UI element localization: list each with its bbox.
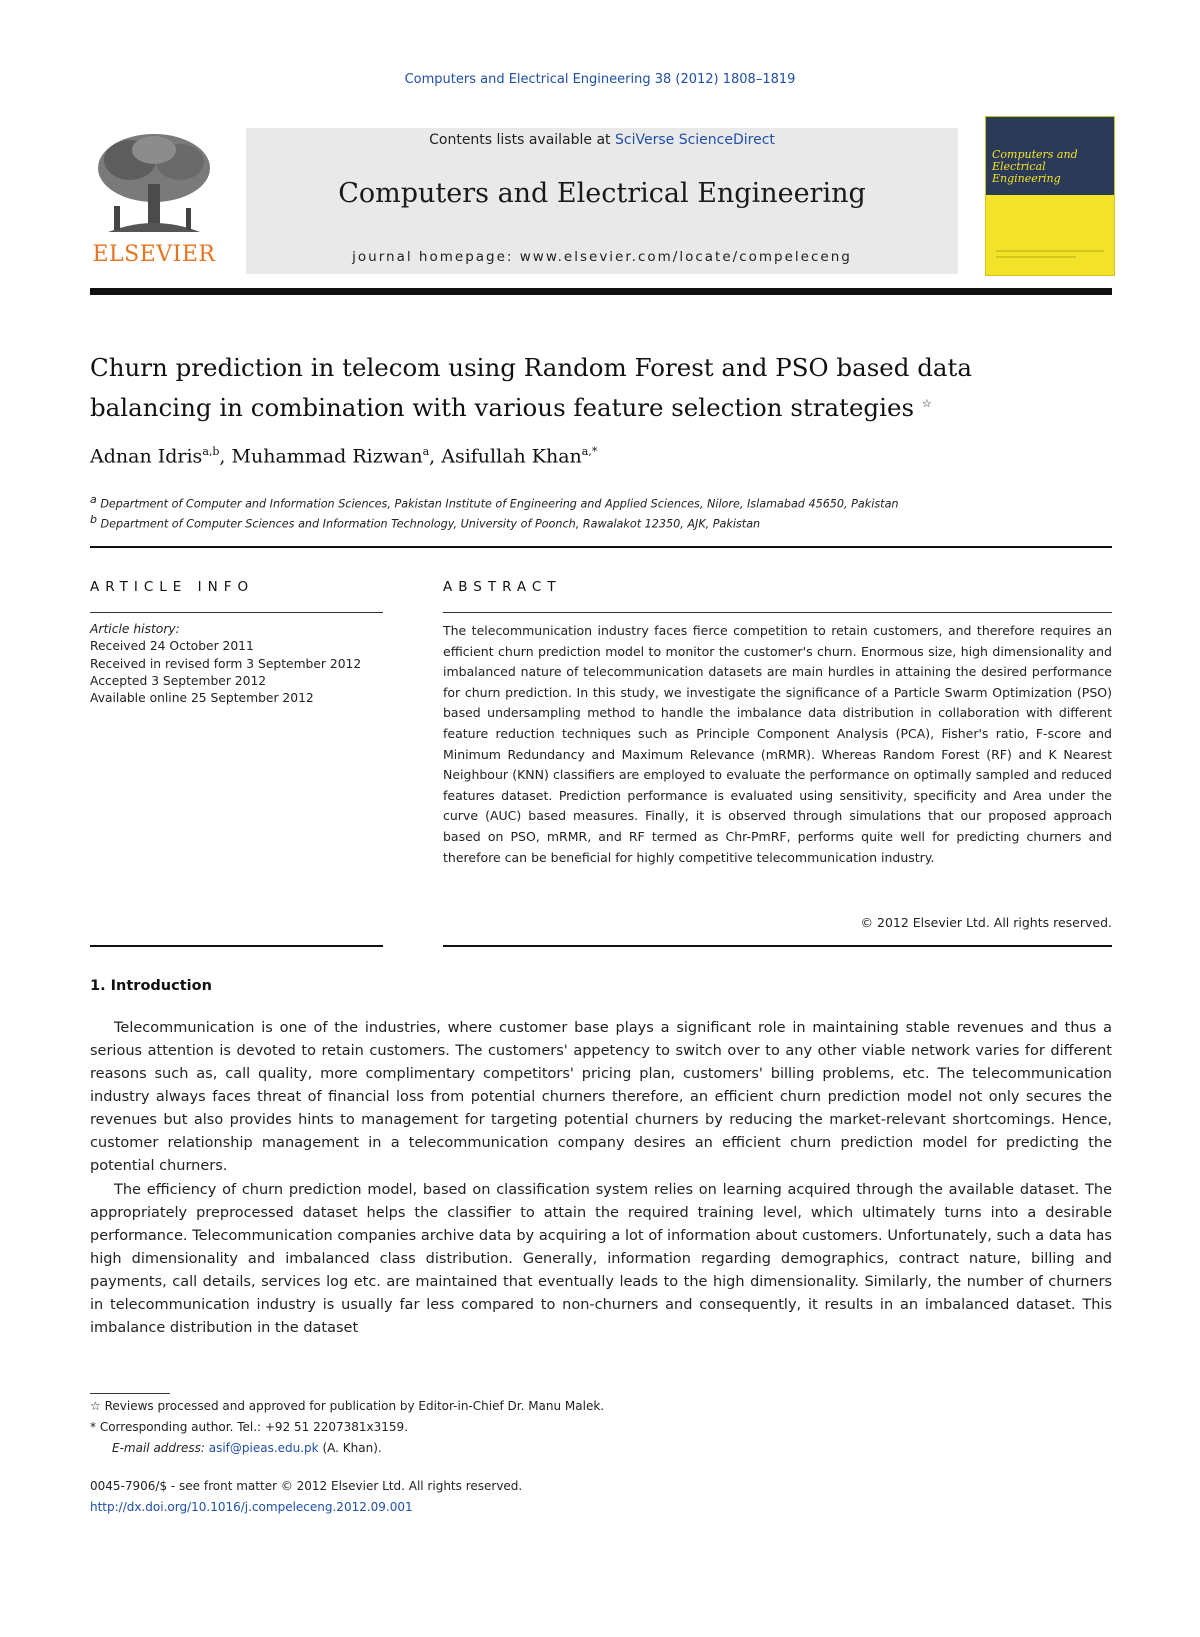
footnote-mark: * [90,1420,96,1434]
contents-prefix: Contents lists available at [429,132,615,148]
abstract-bottom-rule [443,945,1112,947]
author-affil-mark[interactable]: a,* [581,445,598,458]
journal-banner [246,128,958,274]
body-paragraph: The efficiency of churn prediction model, based on classification system relies on learning acquired through the available dataset. The appropriately preprocessed dataset helps the classifier to attain the required training level, which ultimately turns into a desirable performance. Telecommunication companies archive data by acquiring a lot of information about customers. Unfortunately, such a data has high dimensionality and imbalanced class distribution. Generally, information regarding demographics, contract nature, billing and payments, call details, services log etc. are maintained that eventually leads to the high dimensionality. Similarly, the number of churners in telecommunication industry is usually far less compared to non-churners and consequently, it results in an imbalanced dataset. This imbalance distribution in the dataset [90,1182,1112,1336]
author-affil-mark[interactable]: a [422,445,430,458]
journal-title: Computers and Electrical Engineering [338,178,866,209]
footnote-rule [90,1393,170,1394]
footnote-text: Reviews processed and approved for publication by Editor-in-Chief Dr. Manu Malek. [104,1399,605,1413]
title-line-1: Churn prediction in telecom using Random Forest and PSO based data [90,353,972,382]
elsevier-tree-icon [88,128,220,240]
footnote-email [112,1441,1134,1455]
journal-homepage[interactable]: journal homepage: www.elsevier.com/locate/compeleceng [352,249,852,265]
history-label: Article history: [90,622,180,636]
affiliation-text: Department of Computer Sciences and Information Technology, University of Poonch, Rawalakot 12350, AJK, Pakistan [100,517,761,531]
affiliation-a [90,493,1112,511]
author-name[interactable]: Muhammad Rizwan [231,445,423,468]
history-item: Available online 25 September 2012 [90,691,314,706]
author-affil-mark[interactable]: a,b [202,445,220,458]
title-footnote-mark[interactable]: ☆ [921,397,932,410]
journal-citation[interactable]: Computers and Electrical Engineering 38 (2012) 1808–1819 [404,72,796,87]
elsevier-wordmark: ELSEVIER [92,242,216,267]
body-paragraph: Telecommunication is one of the industries, where customer base plays a significant role in maintaining stable revenues and thus a serious attention is devoted to retain customers. The customers' appetency to switch over to any other viable network varies for different reasons such as, call quality, more complimentary competitors' pricing plan, customers' billing problems, etc. The telecommunication industry always faces threat of financial loss from potential churners therefore, an efficient churn prediction model not only secures the revenues but also provides hints to management for targeting potential churners by reducing the market-relevant shortcomings. Hence, customer relationship management in a telecommunication company desires an efficient churn prediction model for predicting the potential churners. [90,1020,1112,1174]
article-info-bottom-rule [90,945,383,947]
author-list: Adnan Idris$^{a,b}$, Muhammad Rizwan$^a$, Asifullah Khan$^{a,*}$ [90,445,598,468]
history-item: Received 24 October 2011 [90,639,254,654]
email-suffix: (A. Khan). [322,1441,382,1455]
cover-title: Computers and Electrical Engineering [992,148,1078,185]
title-line-2: balancing in combination with various feature selection strategies [90,393,915,423]
footnote-text: Corresponding author. Tel.: +92 51 2207381x3159. [99,1420,409,1434]
email-label: E-mail address: [112,1441,205,1455]
article-history [90,621,383,707]
history-item: Accepted 3 September 2012 [90,673,267,688]
footnote-review [90,1399,1112,1413]
sciencedirect-link[interactable]: SciVerse ScienceDirect [615,132,775,148]
cover-graphic-icon [996,201,1104,261]
history-item: Received in revised form 3 September 2012 [90,656,362,671]
abstract-text: The telecommunication industry faces fierce competition to retain customers, and therefore requires an efficient churn prediction model to monitor the customer's churn. Enormous size, high dimensionality and imbalanced nature of telecommunication datasets are main hurdles in attaining the desired performance for churn prediction. In this study, we investigate the significance of a Particle Swarm Optimization (PSO) based undersampling method to handle the imbalance data distribution in collaboration with different feature reduction techniques such as Principle Component Analysis (PCA), Fisher's ratio, F-score and Minimum Redundancy and Maximum Relevance (mRMR). Whereas Random Forest (RF) and K Nearest Neighbour (KNN) classifiers are employed to evaluate the performance on optimally sampled and reduced features dataset. Prediction performance is evaluated using sensitivity, specificity and Area under the curve (AUC) based measures. Finally, it is observed through simulations that our proposed approach based on PSO, mRMR, and RF termed as Chr-PmRF, performs quite well for predicting churners and therefore can be beneficial for highly competitive telecommunication industry. [443,623,1112,865]
article-info-heading: ARTICLE INFO [90,579,255,595]
issn-line: 0045-7906/$ - see front matter © 2012 Elsevier Ltd. All rights reserved. [90,1479,523,1493]
header-divider [90,288,1112,295]
affiliation-text: Department of Computer and Information Sciences, Pakistan Institute of Engineering and Applied Sciences, Nilore, Islamabad 45650, Pakistan [100,497,899,511]
author-name[interactable]: Asifullah Khan [441,445,582,468]
footnote-corresponding [90,1420,1112,1434]
affiliation-mark: a [90,493,97,506]
affiliation-mark: b [90,513,97,526]
elsevier-logo [88,128,220,274]
footnote-mark: ☆ [90,1399,101,1413]
contents-available-line [246,132,958,148]
affiliation-divider [90,546,1112,548]
doi-line [90,1500,1112,1514]
abstract-heading: ABSTRACT [443,579,562,595]
journal-cover-image [985,116,1115,276]
article-info-rule [90,612,383,613]
section-heading-introduction: 1. Introduction [90,978,212,994]
author-name[interactable]: Adnan Idris [90,445,203,468]
abstract-rule [443,612,1112,613]
email-link[interactable]: asif@pieas.edu.pk [208,1441,319,1455]
affiliation-b [90,513,1112,531]
abstract-copyright: © 2012 Elsevier Ltd. All rights reserved. [860,915,1112,930]
paper-title [90,350,1112,426]
doi-link[interactable]: http://dx.doi.org/10.1016/j.compeleceng.2012.09.001 [90,1500,413,1514]
